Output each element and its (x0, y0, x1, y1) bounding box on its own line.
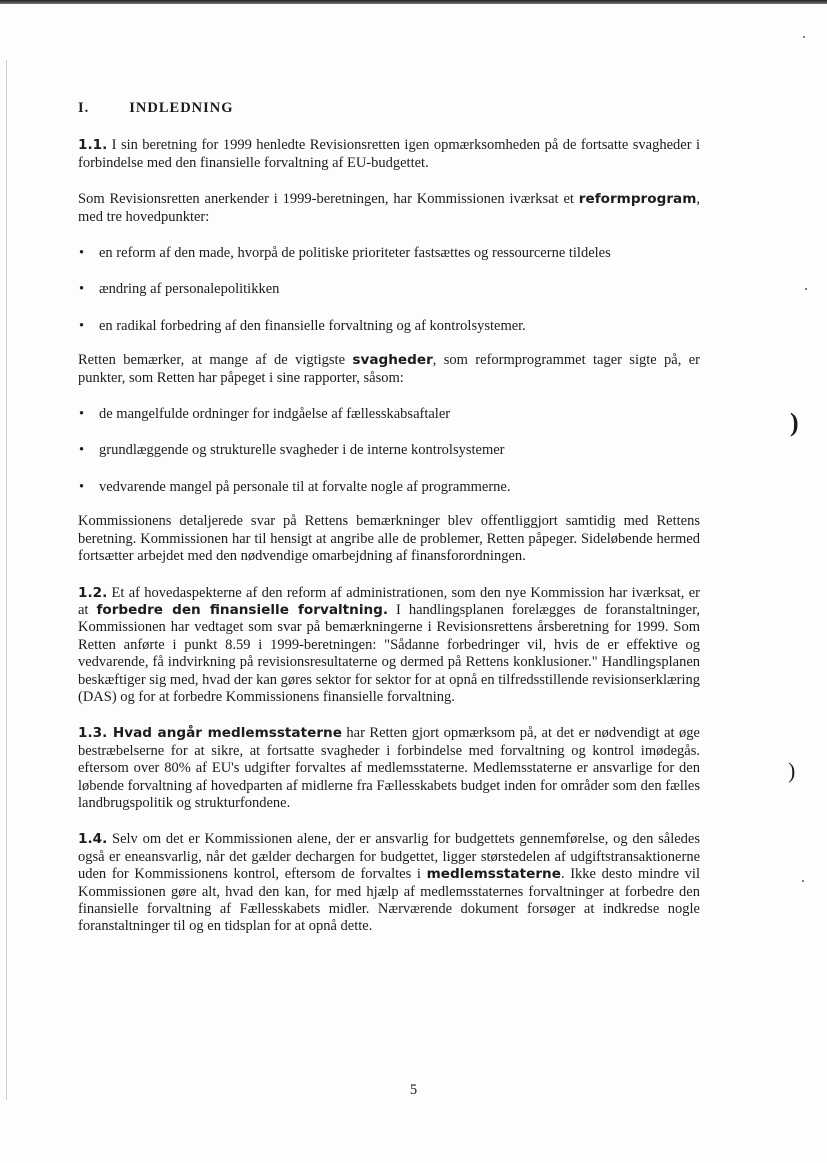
reform-intro-before: Som Revisionsretten anerkender i 1999-beretningen, har Kommissionen iværksat et (78, 191, 579, 208)
binder-hole-mark: ) (790, 408, 799, 437)
paragraph-text: I handlingsplanen forelægges de foranstaltninger, Kommissionen har vedtaget som svar på bemærkningerne i Revisionsrettens årsberetning for 1999. Som Retten anførte i punkt 8.59 i 1999-beretningen: "Sådanne forbedringer vil, hvis de er effektive og vedvarende, få indvirkning på revisionsresultaterne og dermed på Rettens konklusioner." Handlingsplanen beskæftiger sig med, hvad der kan gøres sektor for sektor for at opnå en tilfredsstillende revisionserklæring (DAS) og for at forbedre Kommissionens finansielle forvaltning. (78, 601, 700, 705)
paragraph-1-3 (78, 725, 700, 812)
scan-speck (805, 288, 807, 290)
scan-top-edge (0, 0, 827, 4)
commission-reply-paragraph: Kommissionens detaljerede svar på Rettens bemærkninger blev offentliggjort samtidig med Rettens beretning. Kommissionen har til hensigt at angribe alle de problemer, Retten påpeger. Sideløbende hermed fortsætter arbejdet med den nødvendige omarbejdning af finansforordningen. (78, 513, 700, 565)
document-body (78, 100, 700, 955)
paragraph-number: 1.3. (78, 725, 108, 742)
section-heading (78, 100, 700, 117)
reform-points-list (78, 245, 700, 335)
paragraph-emphasis: medlemsstaterne (426, 866, 561, 883)
list-item: • grundlæggende og strukturelle svagheder i de interne kontrolsystemer (78, 442, 700, 459)
scan-speck (803, 36, 805, 38)
paragraph-text: Et af hovedaspekterne af den reform af administrationen, som den nye Kommission har iværksat, er at (78, 584, 700, 618)
reform-intro (78, 191, 700, 226)
page-number: 5 (409, 1082, 418, 1098)
weaknesses-intro (78, 352, 700, 387)
weaknesses-list (78, 406, 700, 496)
binder-hole-mark: ) (788, 758, 796, 783)
reform-intro-after: , med tre hovedpunkter: (78, 191, 700, 225)
paragraph-number: 1.4. (78, 831, 108, 848)
weak-intro-after: , som reformprogrammet tager sigte på, er punkter, som Retten har påpeget i sine rapporter, såsom: (78, 352, 700, 386)
weak-intro-bold: svagheder (352, 352, 433, 369)
list-item: • en radikal forbedring af den finansielle forvaltning og af kontrolsystemer. (78, 318, 700, 335)
list-item: • vedvarende mangel på personale til at forvalte nogle af programmerne. (78, 479, 700, 496)
weak-intro-before: Retten bemærker, at mange af de vigtigste (78, 352, 353, 369)
paragraph-text: Selv om det er Kommissionen alene, der er ansvarlig for budgettets gennemførelse, og den således også er eneansvarlig, når det gælder dechargen for budgettet, ligger størstedelen af udgiftstransaktionerne uden for Kommissionens kontrol, eftersom de forvaltes i (78, 831, 700, 883)
heading-title: INDLEDNING (129, 100, 234, 116)
list-item: • ændring af personalepolitikken (78, 281, 700, 298)
paragraph-1-1 (78, 137, 700, 172)
paragraph-number: 1.1. (78, 137, 108, 154)
heading-number: I. (78, 100, 90, 116)
paragraph-1-2 (78, 585, 700, 707)
paragraph-emphasis: Hvad angår medlemsstaterne (107, 725, 342, 742)
paragraph-number: 1.2. (78, 584, 108, 601)
paragraph-1-4 (78, 831, 700, 935)
list-item: • en reform af den made, hvorpå de politiske prioriteter fastsættes og ressourcerne tildeles (78, 245, 700, 262)
scan-left-edge (6, 60, 7, 1100)
list-item: • de mangelfulde ordninger for indgåelse af fællesskabsaftaler (78, 406, 700, 423)
paragraph-text: I sin beretning for 1999 henledte Revisionsretten igen opmærksomheden på de fortsatte svagheder i forbindelse med den finansielle forvaltning af EU-budgettet. (78, 137, 700, 171)
paragraph-text: . Ikke desto mindre vil Kommissionen gøre alt, hvad den kan, for med hjælp af medlemsstaternes forvaltninger at forbedre den finansielle forvaltning af Fællesskabets midler. Nærværende dokument forsøger at indkredse nogle foranstaltninger til og en tidsplan for at opnå dette. (78, 866, 700, 935)
paragraph-text: har Retten gjort opmærksom på, at det er nødvendigt at øge bestræbelserne for at sikre, at fortsatte svagheder i forbindelse med forvaltning og kontrol imødegås. eftersom over 80% af EU's udgifter forvaltes af medlemsstaterne. Medlemsstaterne er ansvarlige for den løbende forvaltning af hovedparten af midlerne fra Fællesskabets budget inden for områder som den fælles landbrugspolitik og strukturfondene. (78, 725, 700, 811)
scan-speck (802, 880, 804, 882)
paragraph-emphasis: forbedre den finansielle forvaltning. (96, 601, 389, 618)
reform-intro-bold: reformprogram (578, 191, 697, 208)
